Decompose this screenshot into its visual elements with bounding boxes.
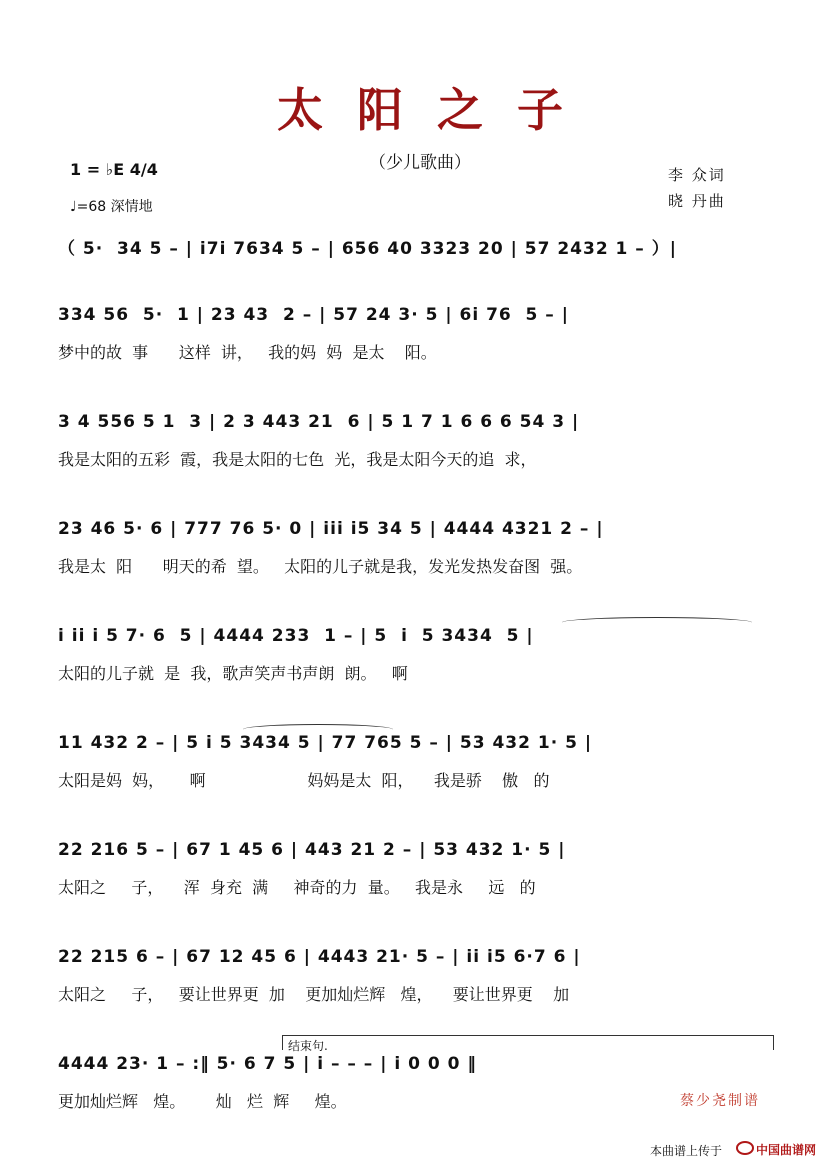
lyricist-credit: 李 众词 xyxy=(668,166,726,184)
lyric-line: 我是太 阳 明天的希 望。 太阳的儿子就是我，发光发热发奋图 强。 xyxy=(58,557,583,576)
lyric-line: 更加灿烂辉 煌。 灿 烂 辉 煌。 xyxy=(58,1092,347,1111)
ending-bracket xyxy=(282,1035,774,1050)
composer-credit: 晓 丹曲 xyxy=(668,192,726,210)
notation-line: 334 56 5· 1 | 23 43 2 – | 57 24 3· 5 | 6i 76 5 – | xyxy=(58,305,569,325)
notation-line: 11 432 2 – | 5 i 5 3434 5 | 77 765 5 – | 53 432 1· 5 | xyxy=(58,733,593,753)
notation-line: 3 4 556 5 1 3 | 2 3 443 21 6 | 5 1 7 1 6 6 6 54 3 | xyxy=(58,412,580,432)
ending-label: 结束句. xyxy=(288,1039,328,1053)
lyric-line: 太阳之 子， 浑 身充 满 神奇的力 量。 我是永 远 的 xyxy=(58,878,536,897)
notation-line: （ 5· 34 5 – | i7i 7634 5 – | 656 40 3323 20 | 57 2432 1 – ）| xyxy=(58,239,677,259)
lyric-line: 太阳之 子， 要让世界更 加 更加灿烂辉 煌， 要让世界更 加 xyxy=(58,985,570,1004)
notation-line: 22 216 5 – | 67 1 45 6 | 443 21 2 – | 53 432 1· 5 | xyxy=(58,840,566,860)
key-signature: 1 = ♭E 4/4 xyxy=(70,160,158,179)
song-title: 太阳之子 xyxy=(277,83,597,137)
notation-line: i ii i 5 7· 6 5 | 4444 233 1 – | 5 i 5 3434 5 | xyxy=(58,626,534,646)
song-subtitle: （少儿歌曲） xyxy=(369,153,471,173)
lyric-line: 太阳的儿子就 是 我，歌声笑声书声朗 朗。 啊 xyxy=(58,664,408,683)
lyric-line: 太阳是妈 妈， 啊 妈妈是太 阳， 我是骄 傲 的 xyxy=(58,771,550,790)
notation-line: 4444 23· 1 – :‖ 5· 6 7 5 | i – – – | i 0 0 0 ‖ xyxy=(58,1054,477,1074)
notation-line: 23 46 5· 6 | 777 76 5· 0 | iii i5 34 5 | 4444 4321 2 – | xyxy=(58,519,604,539)
lyric-line: 梦中的故 事 这样 讲， 我的妈 妈 是太 阳。 xyxy=(58,343,437,362)
site-name[interactable]: 中国曲谱网 xyxy=(756,1143,817,1157)
notation-line: 22 215 6 – | 67 12 45 6 | 4443 21· 5 – | ii i5 6·7 6 | xyxy=(58,947,581,967)
site-logo-icon xyxy=(736,1141,754,1155)
lyric-line: 我是太阳的五彩 霞，我是太阳的七色 光，我是太阳今天的追 求， xyxy=(58,450,537,469)
footer-upload-text: 本曲谱上传于 xyxy=(650,1144,723,1158)
transcriber-credit: 蔡少尧制谱 xyxy=(680,1093,760,1109)
tempo-marking: ♩=68 深情地 xyxy=(70,199,153,215)
